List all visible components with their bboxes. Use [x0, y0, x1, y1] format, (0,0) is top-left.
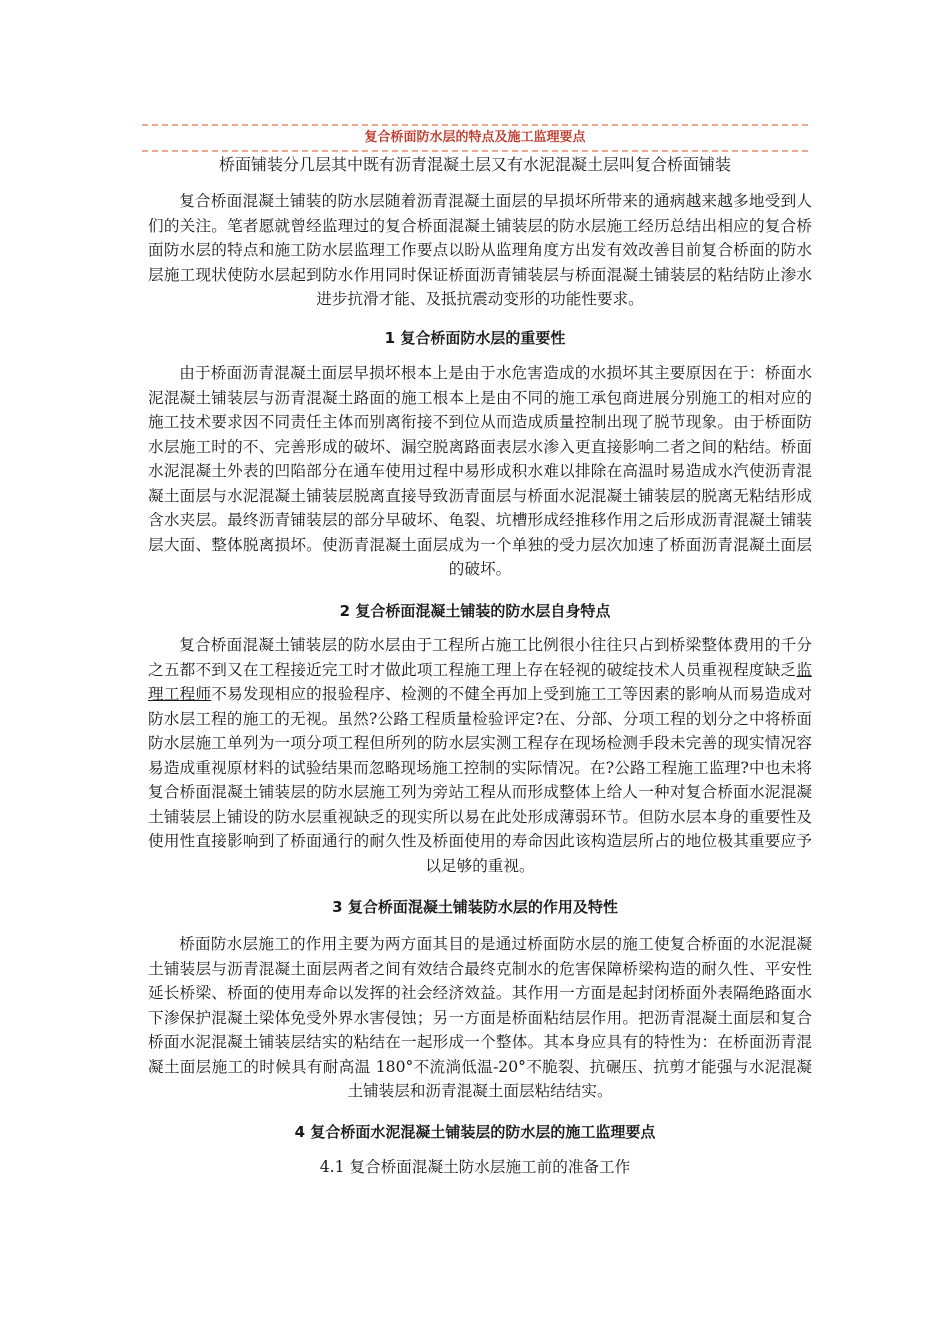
section-2-paragraph [148, 633, 812, 878]
section-2-heading: 2 复合桥面混凝土铺装的防水层自身特点 [339, 602, 611, 620]
section-2-text-part-1: 复合桥面混凝土铺装层的防水层由于工程所占施工比例很小往往只占到桥梁整体费用的千分之五都不到又在工程接近完工时才做此项工程施工理上存在轻视的破绽技术人员重视程度缺乏 [148, 636, 812, 679]
section-4-1-subheading: 4.1 复合桥面混凝土防水层施工前的准备工作 [319, 1158, 631, 1176]
document-title: 复合桥面防水层的特点及施工监理要点 [364, 130, 586, 145]
section-1-heading: 1 复合桥面防水层的重要性 [384, 329, 566, 347]
document-subtitle: 桥面铺装分几层其中既有沥青混凝土层又有水泥混凝土层叫复合桥面铺装 [218, 155, 731, 174]
section-1-paragraph: 由于桥面沥青混凝土面层早损坏根本上是由于水危害造成的水损坏其主要原因在于：桥面水泥混凝土铺装层与沥青混凝土路面的施工根本上是由不同的施工承包商进展分别施工的相对应的施工技术要求因不同责任主体而别离衔接不到位从而造成质量控制出现了脱节现象。由于桥面防水层施工时的不、完善形成的破坏、漏空脱离路面表层水渗入更直接影响二者之间的粘结。桥面水泥混凝土外表的凹陷部分在通车使用过程中易形成积水难以排除在高温时易造成水汽使沥青混凝土面层与水泥混凝土铺装层脱离直接导致沥青面层与桥面水泥混凝土铺装层的脱离无粘结形成含水夹层。最终沥青铺装层的部分早破坏、龟裂、坑槽形成经推移作用之后形成沥青混凝土铺装层大面、整体脱离损坏。使沥青混凝土面层成为一个单独的受力层次加速了桥面沥青混凝土面层的破坏。 [148, 364, 812, 578]
supervision-engineer-link[interactable]: 监理工程师 [148, 660, 812, 703]
intro-paragraph: 复合桥面混凝土铺装的防水层随着沥青混凝土面层的早损坏所带来的通病越来越多地受到人们的关注。笔者愿就曾经监理过的复合桥面混凝土铺装层的防水层施工经历总结出相应的复合桥面防水层的特点和施工防水层监理工作要点以盼从监理角度方出发有效改善目前复合桥面的防水层施工现状使防水层起到防水作用同时保证桥面沥青铺装层与桥面混凝土铺装层的粘结防止渗水进步抗滑才能、及抵抗震动变形的功能性要求。 [148, 192, 812, 308]
section-4-heading: 4 复合桥面水泥混凝土铺装层的防水层的施工监理要点 [294, 1123, 656, 1141]
section-2-text-part-2: 不易发现相应的报验程序、检测的不健全再加上受到施工工等因素的影响从而易造成对防水层工程的施工的无视。虽然?公路工程质量检验评定?在、分部、分项工程的划分之中将桥面防水层施工单列为一项分项工程但所列的防水层实测工程存在现场检测手段未完善的现实情况容易造成重视原材料的试验结果而忽略现场施工控制的实际情况。在?公路工程施工监理?中也未将复合桥面混凝土铺装层的防水层施工列为旁站工程从而形成整体上给人一种对复合桥面水泥混凝土铺装层上铺设的防水层重视缺乏的现实所以易在此处形成薄弱环节。但防水层本身的重要性及使用性直接影响到了桥面通行的耐久性及桥面使用的寿命因此该构造层所占的地位极其重要应予以足够的重视。 [148, 685, 812, 875]
section-3-heading: 3 复合桥面混凝土铺装防水层的作用及特性 [332, 898, 618, 916]
section-3-paragraph: 桥面防水层施工的作用主要为两方面其目的是通过桥面防水层的施工使复合桥面的水泥混凝土铺装层与沥青混凝土面层两者之间有效结合最终克制水的危害保障桥梁构造的耐久性、平安性延长桥梁、桥面的使用寿命以发挥的社会经济效益。其作用一方面是起封闭桥面外表隔绝路面水下渗保护混凝土梁体免受外界水害侵蚀；另一方面是桥面粘结层作用。把沥青混凝土面层和复合桥面水泥混凝土铺装层结实的粘结在一起形成一个整体。其本身应具有的特性为：在桥面沥青混凝土面层施工的时候具有耐高温 180°不流淌低温-20°不脆裂、抗碾压、抗剪才能强与水泥混凝土铺装层和沥青混凝土面层粘结结实。 [148, 935, 812, 1100]
title-divider-bottom [142, 150, 808, 152]
title-divider-top [142, 124, 808, 126]
